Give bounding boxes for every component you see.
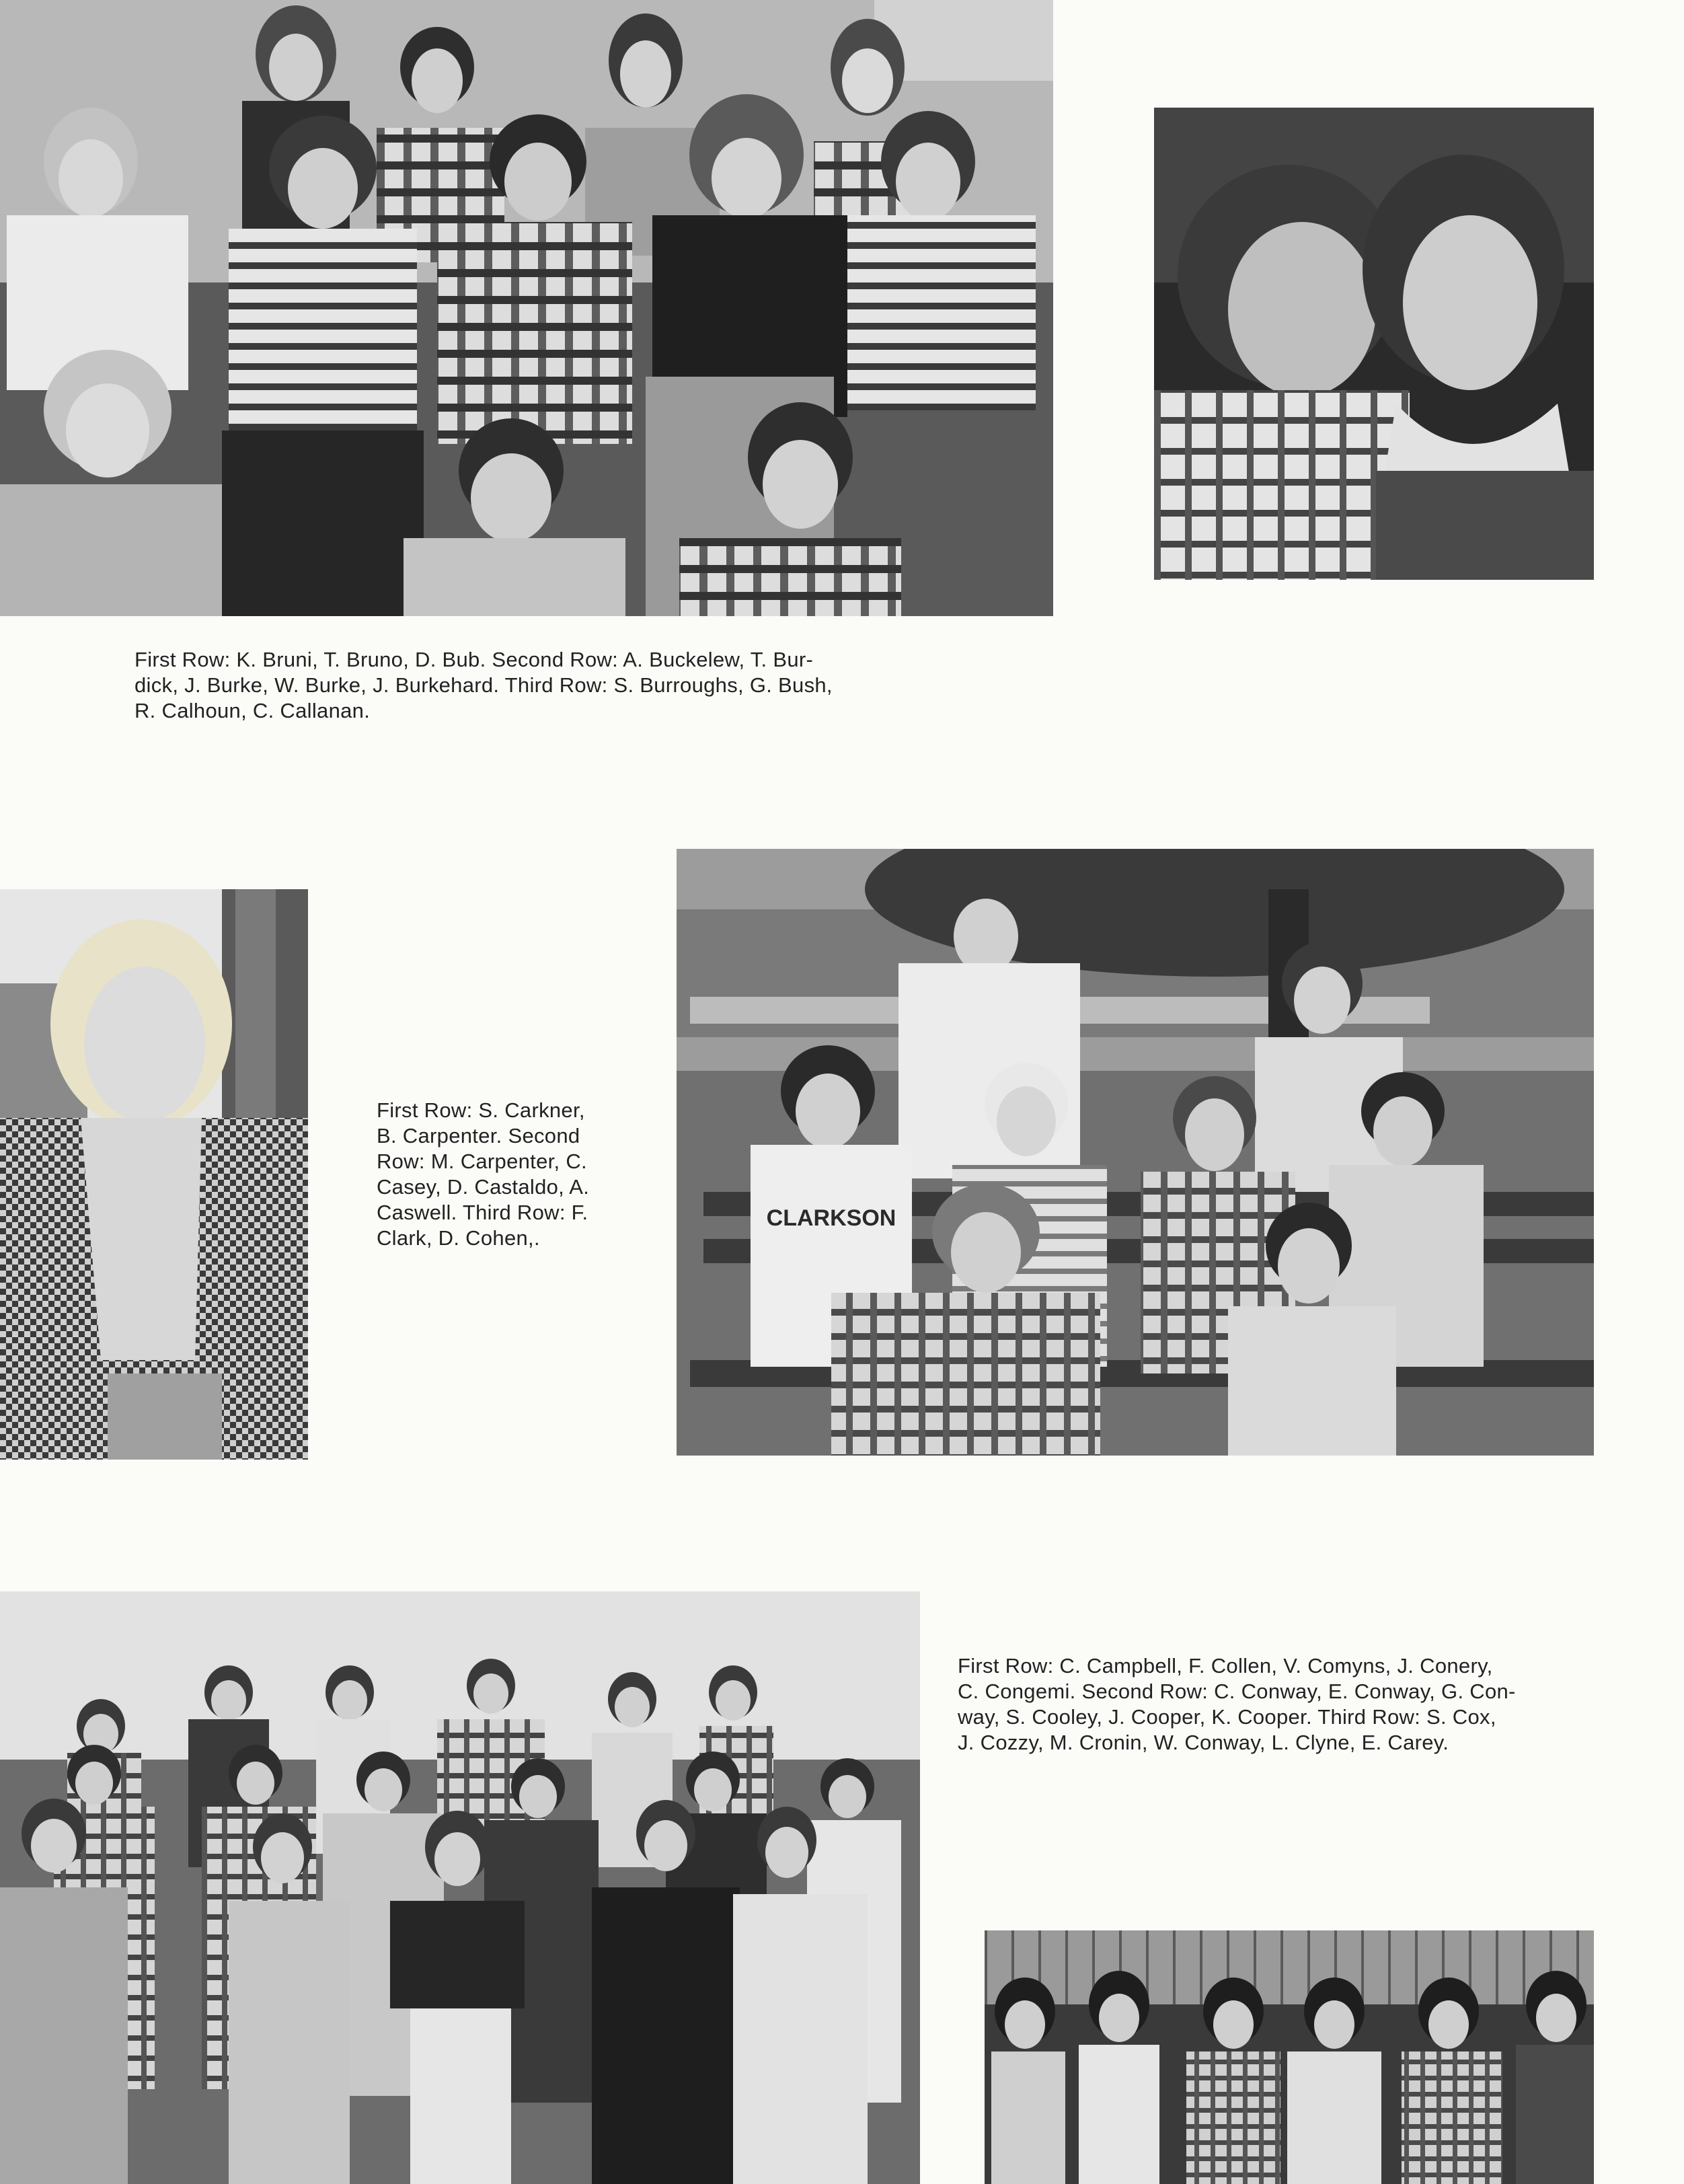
portrait-photo-girl bbox=[0, 889, 308, 1460]
group-photo-bench bbox=[677, 849, 1594, 1456]
caption-bottom bbox=[958, 1653, 1516, 1756]
caption-top bbox=[135, 647, 833, 724]
candid-photo-crowd bbox=[985, 1930, 1594, 2184]
caption-middle-line-6: Clark, D. Cohen,. bbox=[377, 1226, 540, 1250]
clarkson-shirt-text: CLARKSON bbox=[766, 1205, 896, 1231]
caption-middle-line-2: B. Carpenter. Second bbox=[377, 1124, 580, 1147]
caption-middle-line-5: Caswell. Third Row: F. bbox=[377, 1201, 588, 1224]
caption-middle-line-4: Casey, D. Castaldo, A. bbox=[377, 1175, 590, 1199]
candid-photo-two-girls bbox=[1154, 108, 1594, 580]
caption-middle bbox=[377, 1098, 589, 1251]
caption-bottom-line-1: First Row: C. Campbell, F. Collen, V. Comyns, J. Conery, bbox=[958, 1654, 1493, 1678]
caption-bottom-line-4: J. Cozzy, M. Cronin, W. Conway, L. Clyne, E. Carey. bbox=[958, 1731, 1449, 1754]
caption-middle-line-1: First Row: S. Carkner, bbox=[377, 1098, 585, 1122]
group-photo-field bbox=[0, 1591, 920, 2184]
caption-top-line-2: dick, J. Burke, W. Burke, J. Burkehard. Third Row: S. Burroughs, G. Bush, bbox=[135, 673, 833, 697]
group-photo-top bbox=[0, 0, 1053, 616]
caption-bottom-line-3: way, S. Cooley, J. Cooper, K. Cooper. Third Row: S. Cox, bbox=[958, 1705, 1496, 1729]
caption-bottom-line-2: C. Congemi. Second Row: C. Conway, E. Conway, G. Con- bbox=[958, 1680, 1516, 1703]
caption-top-line-1: First Row: K. Bruni, T. Bruno, D. Bub. Second Row: A. Buckelew, T. Bur- bbox=[135, 648, 814, 671]
caption-middle-line-3: Row: M. Carpenter, C. bbox=[377, 1150, 587, 1173]
caption-top-line-3: R. Calhoun, C. Callanan. bbox=[135, 699, 371, 722]
